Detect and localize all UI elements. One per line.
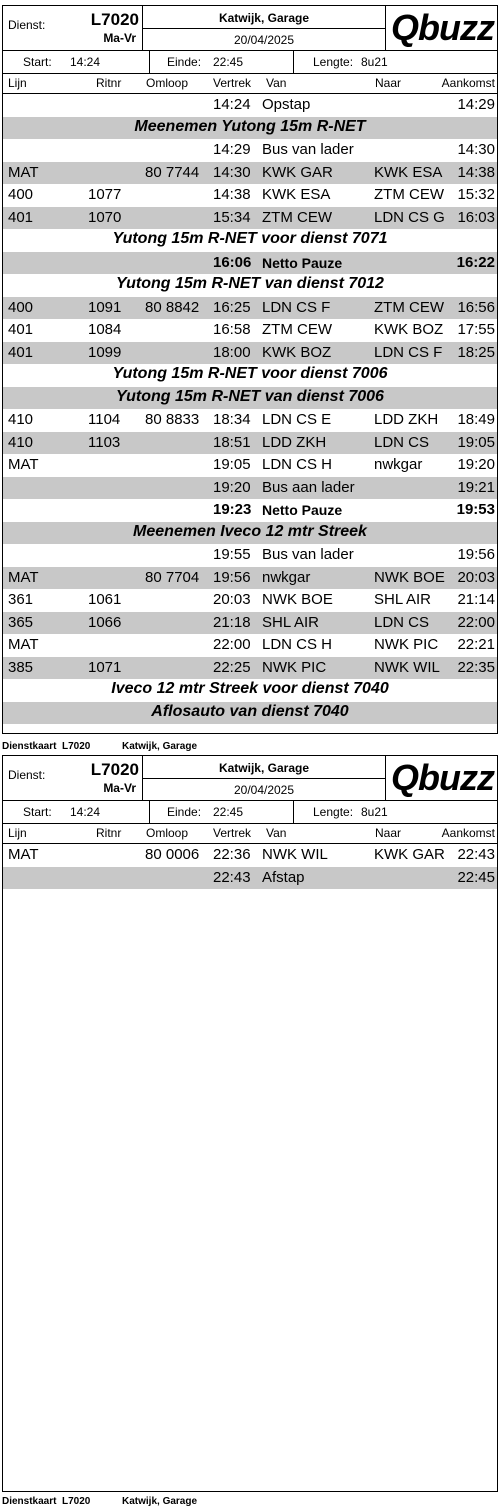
aankomst-cell: 14:29 (457, 96, 495, 113)
aankomst-cell: 22:43 (457, 846, 495, 863)
aankomst-cell: 19:21 (457, 478, 495, 496)
section-heading-text: Iveco 12 mtr Streek voor dienst 7040 (111, 680, 389, 697)
section-heading-text: Yutong 15m R-NET voor dienst 7071 (112, 230, 388, 247)
dienst-days: Ma-Vr (103, 781, 136, 795)
footer-label: Dienstkaart (2, 1496, 57, 1507)
shift-info (3, 51, 497, 74)
footer-location: Katwijk, Garage (122, 1496, 198, 1507)
lijn-cell: MAT (8, 846, 39, 863)
trip-row (3, 297, 497, 320)
trip-row (3, 567, 497, 590)
section-heading (3, 522, 497, 545)
dienstkaart-page-2 (2, 755, 498, 1492)
col-vertrek: Vertrek (213, 826, 252, 840)
dienst-days: Ma-Vr (103, 31, 136, 45)
aankomst-cell: 22:35 (457, 658, 495, 676)
lijn-cell: 385 (8, 658, 34, 676)
van-cell: Afstap (262, 868, 305, 886)
van-cell: KWK BOZ (262, 343, 332, 361)
lijn-cell: 400 (8, 186, 34, 203)
trip-row (3, 409, 497, 432)
trip-row (3, 657, 497, 680)
aankomst-cell: 16:56 (457, 298, 495, 316)
trip-row (3, 589, 497, 612)
pause-row (3, 499, 497, 522)
omloop-cell: 80 0006 (145, 846, 200, 863)
naar-cell: SHL AIR (374, 591, 431, 608)
pause-label: Netto Pauze (262, 502, 343, 518)
naar-cell: LDN CS (374, 433, 430, 451)
vertrek-cell: 22:43 (213, 868, 251, 886)
col-naar: Naar (375, 76, 402, 90)
omloop-cell: 80 8833 (145, 411, 200, 428)
section-heading-text: Yutong 15m R-NET voor dienst 7006 (112, 365, 388, 382)
qbuzz-logo: Qbuzz (391, 7, 494, 48)
aankomst-cell: 21:14 (457, 591, 495, 608)
divider (293, 801, 294, 823)
trip-row (3, 477, 497, 500)
trip-row (3, 634, 497, 657)
vertrek-cell: 19:55 (213, 546, 251, 563)
pause-label: Netto Pauze (262, 254, 343, 271)
ritnr-cell: 1103 (88, 433, 121, 451)
aankomst-cell: 22:21 (457, 636, 495, 653)
trip-row (3, 207, 497, 230)
naar-cell: NWK WIL (374, 658, 440, 676)
ritnr-cell: 1061 (88, 591, 122, 608)
lijn-cell: MAT (8, 636, 39, 653)
lijn-cell: 401 (8, 321, 34, 338)
trip-row (3, 867, 497, 890)
lijn-cell: 400 (8, 298, 34, 316)
aankomst-cell: 20:03 (457, 568, 495, 586)
start-label: Start: (23, 55, 52, 69)
vertrek-cell: 21:18 (213, 613, 251, 631)
date: 20/04/2025 (233, 783, 295, 797)
vertrek-cell: 18:51 (213, 433, 251, 451)
aankomst-cell: 19:05 (457, 433, 495, 451)
col-ritnr: Ritnr (96, 76, 122, 90)
vertrek-cell: 19:05 (213, 456, 251, 473)
vertrek-cell: 16:06 (213, 253, 252, 271)
van-cell: LDN CS E (262, 411, 332, 428)
omloop-cell: 80 7744 (145, 163, 200, 181)
lengte-value: 8u21 (361, 55, 388, 69)
trip-row (3, 342, 497, 365)
col-vertrek: Vertrek (213, 76, 252, 90)
naar-cell: NWK PIC (374, 636, 439, 653)
naar-cell: LDD ZKH (374, 411, 439, 428)
trip-row (3, 612, 497, 635)
van-cell: KWK ESA (262, 186, 331, 203)
column-headers (3, 824, 497, 844)
divider (149, 51, 150, 73)
aankomst-cell: 17:55 (457, 321, 495, 338)
naar-cell: KWK BOZ (374, 321, 444, 338)
section-heading (3, 679, 497, 702)
schedule-rows (3, 94, 497, 724)
lijn-cell: MAT (8, 568, 39, 586)
vertrek-cell: 22:00 (213, 636, 251, 653)
omloop-cell: 80 8842 (145, 298, 200, 316)
footer-label: Dienstkaart (2, 741, 57, 752)
footer-location: Katwijk, Garage (122, 741, 198, 752)
footer-code: L7020 (62, 1496, 91, 1507)
aankomst-cell: 19:20 (457, 456, 495, 473)
trip-row (3, 432, 497, 455)
section-heading-text: Meenemen Iveco 12 mtr Streek (133, 522, 367, 540)
card-header (3, 756, 497, 801)
dienst-code: L7020 (90, 10, 139, 29)
einde-time: 22:45 (213, 55, 244, 69)
einde-label: Einde: (167, 805, 202, 819)
ritnr-cell: 1104 (88, 411, 121, 428)
naar-cell: nwkgar (374, 456, 423, 473)
divider (149, 801, 150, 823)
dienst-code: L7020 (90, 760, 139, 779)
van-cell: Bus van lader (262, 546, 354, 563)
aankomst-cell: 22:45 (457, 868, 495, 886)
ritnr-cell: 1066 (88, 613, 122, 631)
divider (143, 778, 385, 779)
van-cell: NWK WIL (262, 846, 328, 863)
schedule-rows (3, 844, 497, 889)
naar-cell: KWK GAR (374, 846, 445, 863)
vertrek-cell: 14:29 (213, 141, 251, 158)
van-cell: Bus van lader (262, 141, 354, 158)
van-cell: nwkgar (262, 568, 311, 586)
col-lijn: Lijn (8, 826, 27, 840)
naar-cell: ZTM CEW (374, 298, 444, 316)
aankomst-cell: 18:49 (457, 411, 495, 428)
van-cell: NWK PIC (262, 658, 327, 676)
trip-row (3, 319, 497, 342)
divider (143, 28, 385, 29)
lijn-cell: MAT (8, 163, 39, 181)
naar-cell: LDN CS (374, 613, 430, 631)
lijn-cell: 401 (8, 208, 34, 226)
vertrek-cell: 14:38 (213, 186, 251, 203)
start-time: 14:24 (70, 805, 101, 819)
trip-row (3, 454, 497, 477)
ritnr-cell: 1091 (88, 298, 122, 316)
naar-cell: KWK ESA (374, 163, 443, 181)
van-cell: KWK GAR (262, 163, 333, 181)
card-header (3, 6, 497, 51)
section-heading-text: Aflosauto van dienst 7040 (151, 702, 349, 720)
van-cell: LDN CS H (262, 636, 333, 653)
col-lijn: Lijn (8, 76, 27, 90)
vertrek-cell: 18:34 (213, 411, 251, 428)
dienst-label: Dienst: (8, 18, 46, 32)
vertrek-cell: 20:03 (213, 591, 251, 608)
col-aankomst: Aankomst (441, 76, 495, 90)
van-cell: Bus aan lader (262, 478, 355, 496)
vertrek-cell: 19:23 (213, 501, 252, 518)
section-heading (3, 117, 497, 140)
einde-label: Einde: (167, 55, 202, 69)
vertrek-cell: 15:34 (213, 208, 251, 226)
ritnr-cell: 1099 (88, 343, 122, 361)
van-cell: LDN CS F (262, 298, 331, 316)
ritnr-cell: 1071 (88, 658, 122, 676)
lijn-cell: 401 (8, 343, 34, 361)
trip-row (3, 162, 497, 185)
lengte-label: Lengte: (313, 55, 354, 69)
vertrek-cell: 19:56 (213, 568, 251, 586)
vertrek-cell: 16:25 (213, 298, 251, 316)
naar-cell: LDN CS G (374, 208, 445, 226)
naar-cell: NWK BOE (374, 568, 445, 586)
trip-row (3, 94, 497, 117)
section-heading-text: Yutong 15m R-NET van dienst 7012 (116, 275, 384, 292)
naar-cell: LDN CS F (374, 343, 443, 361)
aankomst-cell: 19:53 (456, 501, 495, 518)
trip-row (3, 184, 497, 207)
dienstkaart-page-1 (2, 5, 498, 734)
shift-info (3, 801, 497, 824)
einde-time: 22:45 (213, 805, 244, 819)
section-heading-text: Meenemen Yutong 15m R-NET (134, 117, 366, 135)
divider (293, 51, 294, 73)
column-headers (3, 74, 497, 94)
dienst-label: Dienst: (8, 768, 46, 782)
section-heading (3, 364, 497, 387)
aankomst-cell: 22:00 (457, 613, 495, 631)
col-omloop: Omloop (146, 826, 189, 840)
lijn-cell: 361 (8, 591, 34, 608)
aankomst-cell: 15:32 (457, 186, 495, 203)
lijn-cell: MAT (8, 456, 39, 473)
vertrek-cell: 16:58 (213, 321, 251, 338)
aankomst-cell: 19:56 (457, 546, 495, 563)
qbuzz-logo: Qbuzz (391, 757, 494, 798)
col-omloop: Omloop (146, 76, 189, 90)
ritnr-cell: 1070 (88, 208, 122, 226)
col-van: Van (266, 76, 287, 90)
van-cell: SHL AIR (262, 613, 319, 631)
aankomst-cell: 14:38 (457, 163, 495, 181)
van-cell: Opstap (262, 96, 311, 113)
aankomst-cell: 16:22 (456, 253, 495, 271)
section-heading-text: Yutong 15m R-NET van dienst 7006 (116, 387, 384, 405)
section-heading (3, 387, 497, 410)
aankomst-cell: 18:25 (457, 343, 495, 361)
col-aankomst: Aankomst (441, 826, 495, 840)
section-heading (3, 229, 497, 252)
vertrek-cell: 19:20 (213, 478, 251, 496)
date: 20/04/2025 (233, 33, 295, 47)
van-cell: LDD ZKH (262, 433, 327, 451)
van-cell: ZTM CEW (262, 321, 332, 338)
vertrek-cell: 18:00 (213, 343, 251, 361)
footer-code: L7020 (62, 741, 91, 752)
section-heading (3, 274, 497, 297)
lijn-cell: 410 (8, 411, 34, 428)
vertrek-cell: 22:36 (213, 846, 251, 863)
lengte-value: 8u21 (361, 805, 388, 819)
location: Katwijk, Garage (218, 11, 310, 25)
trip-row (3, 544, 497, 567)
trip-row (3, 139, 497, 162)
naar-cell: ZTM CEW (374, 186, 444, 203)
lijn-cell: 365 (8, 613, 34, 631)
location: Katwijk, Garage (218, 761, 310, 775)
lijn-cell: 410 (8, 433, 34, 451)
vertrek-cell: 14:30 (213, 163, 251, 181)
vertrek-cell: 14:24 (213, 96, 251, 113)
start-time: 14:24 (70, 55, 101, 69)
col-ritnr: Ritnr (96, 826, 122, 840)
aankomst-cell: 14:30 (457, 141, 495, 158)
pause-row (3, 252, 497, 275)
ritnr-cell: 1077 (88, 186, 122, 203)
aankomst-cell: 16:03 (457, 208, 495, 226)
section-heading (3, 702, 497, 725)
col-naar: Naar (375, 826, 402, 840)
van-cell: NWK BOE (262, 591, 333, 608)
omloop-cell: 80 7704 (145, 568, 200, 586)
ritnr-cell: 1084 (88, 321, 122, 338)
col-van: Van (266, 826, 287, 840)
start-label: Start: (23, 805, 52, 819)
van-cell: LDN CS H (262, 456, 333, 473)
vertrek-cell: 22:25 (213, 658, 251, 676)
van-cell: ZTM CEW (262, 208, 332, 226)
lengte-label: Lengte: (313, 805, 354, 819)
trip-row (3, 844, 497, 867)
